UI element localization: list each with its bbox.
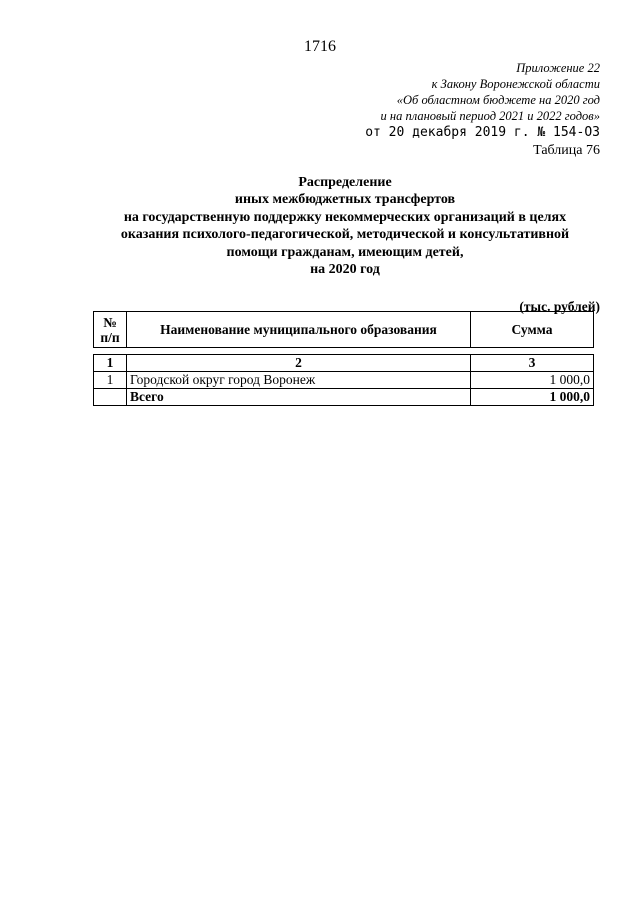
document-title: [90, 174, 600, 278]
total-number-cell: [94, 389, 127, 406]
header-name: Наименование муниципального образования: [127, 312, 471, 348]
column-numbers-row: [94, 355, 594, 372]
title-line-1: Распределение: [298, 175, 392, 190]
row-amount: 1 000,0: [471, 372, 594, 389]
appendix-block: [365, 60, 600, 160]
appendix-line-1: Приложение 22: [516, 61, 600, 75]
total-amount: 1 000,0: [471, 389, 594, 406]
table-number: Таблица 76: [533, 143, 600, 158]
row-number: 1: [94, 372, 127, 389]
units-label: (тыс. рублей): [519, 299, 600, 314]
column-number-1: 1: [94, 355, 127, 372]
header-number-line-2: п/п: [100, 329, 120, 345]
total-label: Всего: [127, 389, 471, 406]
header-amount: Сумма: [471, 312, 594, 348]
table-header: [93, 311, 594, 348]
row-name: Городской округ город Воронеж: [127, 372, 471, 389]
column-number-2: 2: [127, 355, 471, 372]
title-line-6: на 2020 год: [310, 262, 380, 278]
data-table: [93, 354, 594, 406]
total-row: [94, 389, 594, 406]
appendix-line-3: «Об областном бюджете на 2020 год: [396, 93, 600, 107]
title-line-4: оказания психолого-педагогической, методической и консультативной: [120, 227, 570, 243]
title-line-3: на государственную поддержку некоммерческих организаций в целях: [123, 209, 567, 225]
page-number: 1716: [304, 38, 336, 55]
title-line-5: помощи гражданам, имеющим детей,: [226, 244, 464, 260]
column-number-3: 3: [471, 355, 594, 372]
law-date: от 20 декабря 2019 г. № 154-ОЗ: [365, 125, 600, 140]
table-row: [94, 372, 594, 389]
title-line-2: иных межбюджетных трансфертов: [234, 192, 456, 208]
appendix-line-4: и на плановый период 2021 и 2022 годов»: [380, 109, 600, 123]
appendix-line-2: к Закону Воронежской области: [431, 77, 600, 91]
header-number-line-1: №: [103, 314, 117, 330]
header-number: [94, 312, 127, 348]
